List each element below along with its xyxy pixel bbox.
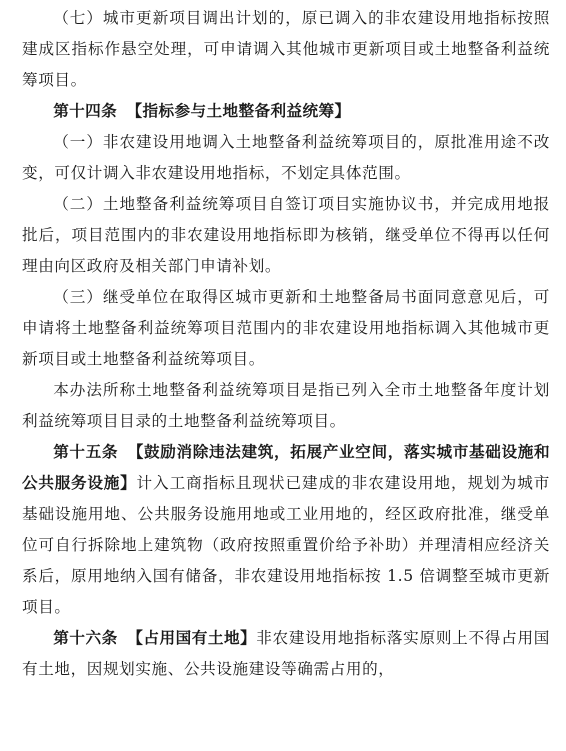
article-15-paragraph: [22, 437, 550, 623]
article-14-item-2: （二）土地整备利益统筹项目自签订项目实施协议书，并完成用地报批后，项目范围内的非农建设用地指标即为核销，继受单位不得再以任何理由向区政府及相关部门申请补划。: [22, 195, 550, 275]
article-14-number: 第十四条: [53, 102, 118, 120]
article-14-heading: [22, 96, 550, 127]
article-16-body: 非农建设用地指标落实原则上不得占用国有土地，因规划实施、公共设施建设等确需占用的，: [22, 629, 550, 678]
article-14-item-3: （三）继受单位在取得区城市更新和土地整备局书面同意意见后，可申请将土地整备利益统筹项目范围内的非农建设用地指标调入其他城市更新项目或土地整备利益统筹项目。: [22, 288, 550, 368]
paragraph-item-seven: （七）城市更新项目调出计划的，原已调入的非农建设用地指标按照建成区指标作悬空处理，可申请调入其他城市更新项目或土地整备利益统筹项目。: [22, 9, 550, 89]
article-15-title: 【鼓励消除违法建筑，拓展产业空间，落实城市基础设施和公共服务设施】: [22, 443, 550, 492]
article-16-paragraph: [22, 623, 550, 685]
article-14-definition: 本办法所称土地整备利益统筹项目是指已列入全市土地整备年度计划利益统筹项目目录的土地整备利益统筹项目。: [22, 381, 550, 430]
article-16-title: 【占用国有土地】: [127, 629, 257, 647]
article-15-body: 计入工商指标且现状已建成的非农建设用地，规划为城市基础设施用地、公共服务设施用地或工业用地的，经区政府批准，继受单位可自行拆除地上建筑物（政府按照重置价给予补助）并理清相应经济关系后，原用地纳入国有储备，非农建设用地指标按 1.5 倍调整至城市更新项目。: [22, 474, 550, 616]
article-16-number: 第十六条: [53, 629, 118, 647]
article-15-number: 第十五条: [53, 443, 119, 461]
article-14-title: 【指标参与土地整备利益统筹】: [126, 102, 351, 120]
article-14-item-1: （一）非农建设用地调入土地整备利益统筹项目的，原批准用途不改变，可仅计调入非农建设用地指标，不划定具体范围。: [22, 133, 550, 182]
